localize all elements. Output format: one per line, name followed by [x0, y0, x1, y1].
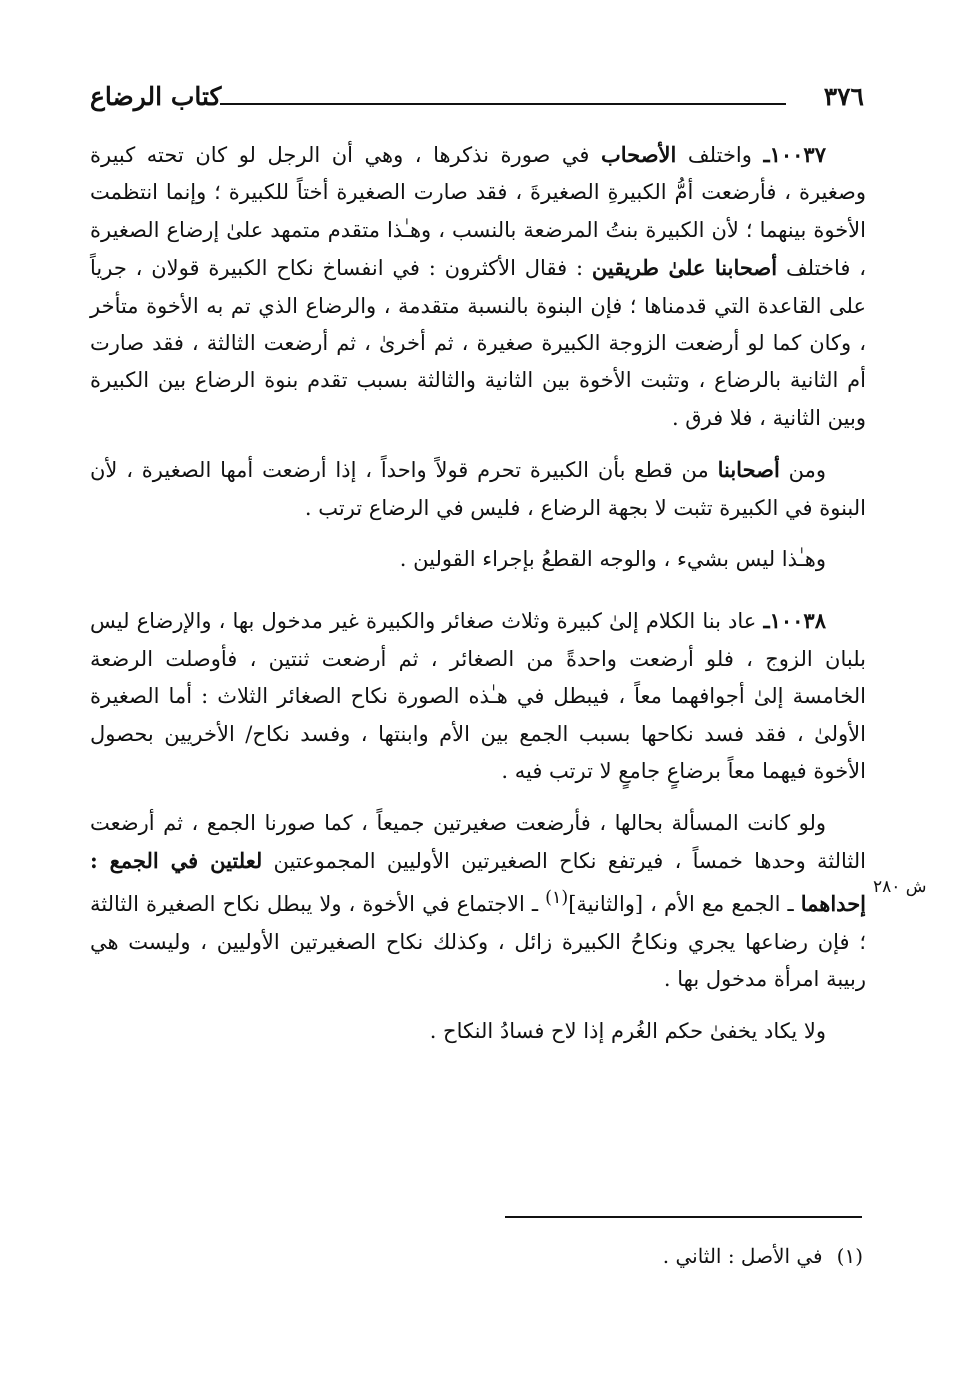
footnote-text: في الأصل : الثاني . — [662, 1244, 823, 1268]
text-run: : فقال الأكثرون : في انفساخ نكاح الكبيرة قولان ، جرياً على القاعدة التي قدمناها ؛ فإن البنوة بالنسبة متقدمة ، والرضاع الذي تم به الأخوة متأخر ، وكان كما لو أرضعت الزوجة الكبيرة صغيرة ، ثم أخرىٰ ، ثم أرضعت الثالثة ، فقد صارت أم الثانية بالرضاع ، وتثبت الأخوة بين الثانية والثالثة بسبب تقدم بنوة الرضاع بين الكبيرة وبين الثانية ، فلا فرق . — [90, 256, 866, 430]
paragraph — [90, 541, 866, 578]
paragraph-gap — [90, 578, 866, 602]
paragraph-gap — [90, 527, 866, 541]
text-run: واختلف — [676, 143, 764, 167]
text-run: ولا يكاد يخفىٰ حكم الغُرم إذا لاح فسادُ النكاح . — [429, 1018, 826, 1043]
paragraph-10037 — [90, 136, 866, 437]
footnote — [663, 1244, 863, 1268]
text-run: ـ الاجتماع في الأخوة ، ولا يبطل نكاح الصغيرة الثالثة ؛ فإن رضاعها يجري ونكاحُ الكبيرة زائل ، وكذلك نكاح الصغيرتين الأوليين ، وليست هي ربيبة امرأة مدخول بها . — [90, 892, 866, 992]
paragraph-gap — [90, 437, 866, 451]
bold-term: لعلتين في الجمع : إحداهما — [90, 847, 867, 917]
issue-number: ١٠٠٣٨ـ — [763, 608, 826, 634]
paragraph-10038 — [90, 602, 866, 790]
text-run: من قطع بأن الكبيرة تحرم قولاً واحداً ، إذا أرضعت أمها الصغيرة ، لأن البنوة في الكبيرة تثبت لا بجهة الرضاع ، فليس في الرضاع ترتب . — [90, 458, 866, 520]
paragraph-gap — [90, 791, 866, 805]
paragraph-gap — [90, 999, 866, 1013]
text-run: في صورة نذكرها ، وهي أن الرجل لو كان تحته كبيرة وصغيرة ، فأرضعت أمُّ الكبيرةِ الصغيرةَ ، فقد صارت الصغيرة أختاً للكبيرة ؛ وإنما انتظمت الأخوة بينهما ؛ لأن الكبيرة بنتُ المرضعة بالنسب ، وهـٰذا متقدم متمهد علىٰ إرضاع الصغيرة ، فاختلف — [90, 143, 867, 281]
page-number: ٣٧٦ — [823, 82, 864, 111]
body-text — [90, 136, 866, 1050]
margin-note: ش ٢٨٠ — [873, 877, 927, 897]
header-rule — [220, 103, 786, 105]
footnote-number: (١) — [836, 1244, 863, 1268]
bold-term: أصحابنا — [717, 457, 780, 483]
footnote-rule — [505, 1216, 862, 1218]
bold-term: الأصحاب — [601, 142, 677, 167]
paragraph — [90, 451, 866, 527]
footnote-ref: (١) — [545, 888, 569, 909]
paragraph — [90, 1013, 866, 1050]
book-title: كتاب الرضاع — [90, 82, 222, 111]
text-run: ـ الجمع مع الأم ، [والثانية] — [568, 892, 801, 917]
text-run: ولو كانت المسألة بحالها ، فأرضعت صغيرتين جميعاً ، كما صورنا الجمع ، ثم أرضعت الثالثة وحدها خمساً ، فيرتفع نكاح الصغيرتين الأوليين المجموعتين — [90, 810, 866, 873]
paragraph — [90, 805, 866, 999]
running-header — [90, 78, 866, 122]
text-run: عاد بنا الكلام إلىٰ كبيرة وثلاث صغائر والكبيرة غير مدخول بها ، والإرضاع ليس بلبان الزوج ، فلو أرضعت واحدةً من الصغائر ، ثم أرضعت ثنتين ، فأوصلت الرضعة الخامسة إلىٰ أجوافهما معاً ، فيبطل في هـٰذه الصورة نكاح الصغائر الثلاث : أما الصغيرة الأولىٰ ، فقد فسد نكاحها بسبب الجمع بين الأم وابنتها ، وفسد نكاح/ الأخريين بحصول الأخوة فيهما معاً برضاعٍ جامعٍ لا ترتب فيه . — [90, 609, 866, 784]
issue-number: ١٠٠٣٧ـ — [763, 142, 826, 167]
text-run: ومن — [779, 458, 826, 483]
bold-term: أصحابنا علىٰ طريقين — [591, 255, 778, 281]
text-run: وهـٰذا ليس بشيء ، والوجه القطعُ بإجراء القولين . — [399, 547, 826, 572]
